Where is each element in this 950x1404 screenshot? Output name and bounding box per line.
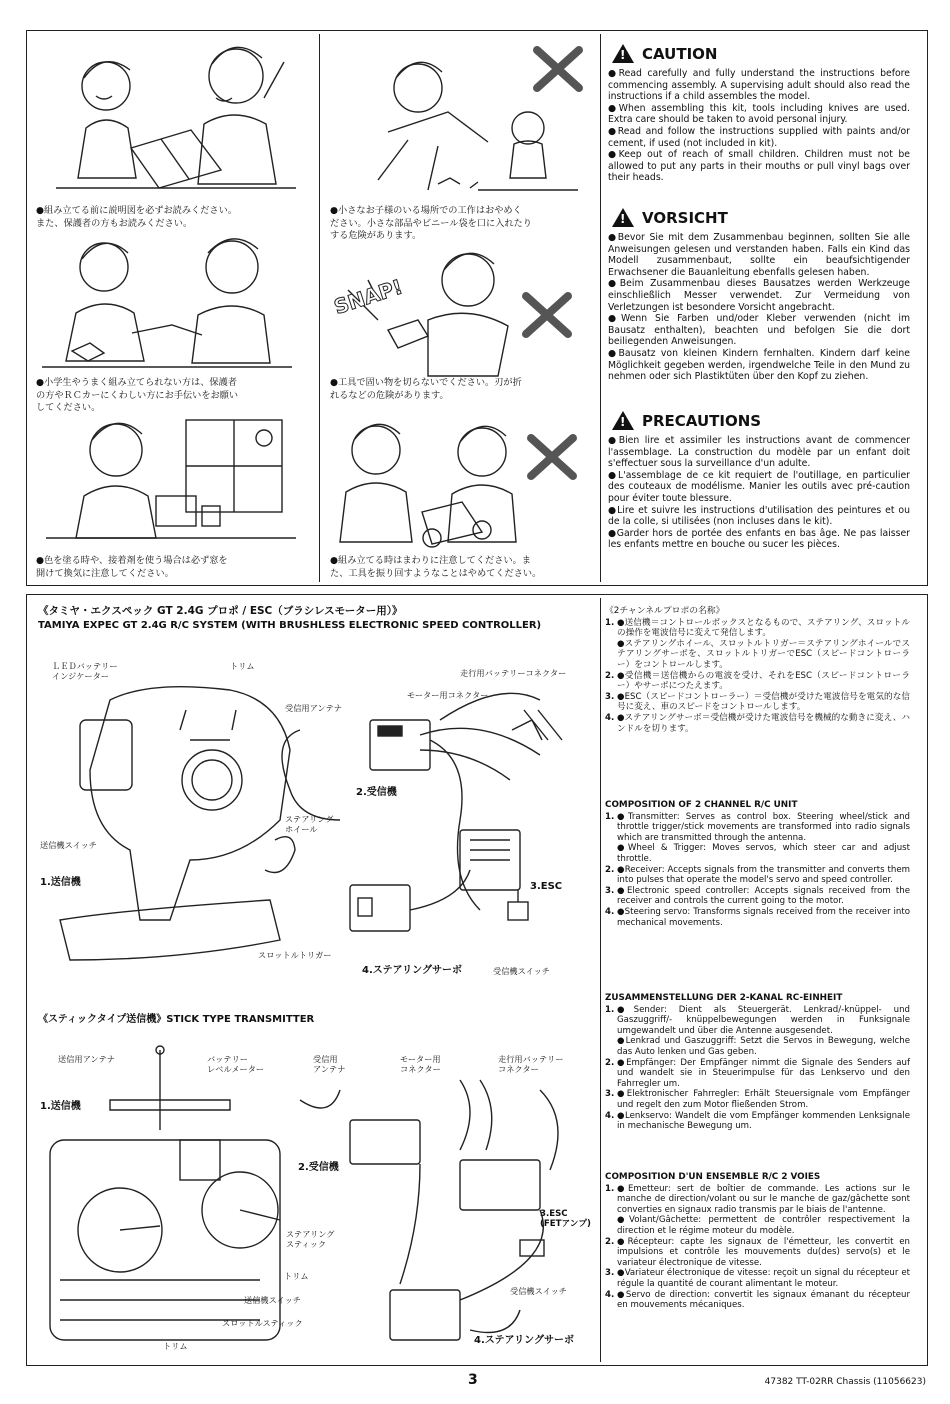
- jp-caption-2: ●小さなお子様のいる場所での工作はおやめく ださい。小さな部品やビニール袋を口に入れたり する危険があります。: [330, 205, 532, 241]
- column-divider: [319, 34, 320, 582]
- label-rx-antenna: 受信用 アンテナ: [313, 1054, 346, 1074]
- system-title-en: TAMIYA EXPEC GT 2.4G R/C SYSTEM (WITH BRUSHLESS ELECTRONIC SPEED CONTROLLER): [38, 620, 542, 631]
- illustration-swinging-tools: [332, 412, 522, 552]
- vorsicht-text: ●Bevor Sie mit dem Zusammenbau beginnen, sollten Sie alle Anweisungen gelesen und verstanden haben. Falls ein Kind das Modell zusammenbaut, sollte ein beaufsichtigender Erwachsener die Bauanleitung ebenfalls gelesen haben. ●Beim Zusammenbau dieses Bausatzes werden Werkzeuge einschließlich Messer verwendet. Zur Vermeidung von Verletzungen ist besondere Vorsicht angebracht. ●Wenn Sie Farben und/oder Kleber verwenden (nicht im Bausatz enthalten), beachten und befolgen Sie die dort beiliegenden Anweisungen. ●Bausatz von kleinen Kindern fernhalten. Kindern darf keine Möglichkeit gegeben werden, irgendwelche Teile in den Mund zu nehmen oder sich Plastiktüten über den Kopf zu ziehen.: [608, 232, 910, 383]
- label-throttle-stick: スロットルスティック: [222, 1318, 303, 1328]
- stick-title: 《スティックタイプ送信機》STICK TYPE TRANSMITTER: [38, 1014, 315, 1025]
- list-item: 1. ●Emetteur: sert de boîtier de commande. Les actions sur le manche de direction/volant ou sur le manche de gaz/gâchette sont converties en signaux radio transmis par le biais de l'antenne.: [605, 1183, 910, 1215]
- page-number: 3: [468, 1372, 478, 1388]
- column-divider: [600, 34, 601, 582]
- precautions-heading: ! PRECAUTIONS: [612, 411, 761, 430]
- caution-text: ●Read carefully and fully understand the instructions before commencing assembly. A supervising adult should also read the instructions if a child assembles the model. ●When assembling this kit, tools including knives are used. Extra care should be taken to avoid personal injury. ●Read and follow the instructions supplied with paints and/or cement, if used (not included in kit). ●Keep out of reach of small children. Children must not be allowed to put any parts in their mouths or pull vinyl bags over their heads.: [608, 68, 910, 184]
- label-esc: 3.ESC: [530, 881, 563, 892]
- prohibited-x-icon: [531, 44, 585, 94]
- snap-text: SNAP!: [331, 274, 406, 320]
- label-receiver-switch-2: 受信機スイッチ: [510, 1286, 567, 1296]
- label-tx-antenna: 送信用アンテナ: [58, 1054, 115, 1064]
- precautions-text: ●Bien lire et assimiler les instructions avant de commencer l'assemblage. La construction du modèle par un enfant doit s'effectuer sous la surveillance d'un adulte. ●L'assemblage de ce kit requiert de l'outillage, en particulier des couteaux de modélisme. Manier les outils avec pré-caution pour éviter toute blessure. ●Lire et suivre les instructions d'utilisation des peintures et ou de la colle, si utilisées (non incluses dans le kit). ●Garder hors de portée des enfants en bas âge. Ne pas laisser les enfants mettre en bouche ou sucer les pièces.: [608, 435, 910, 551]
- label-esc-2: 3.ESC (FETアンプ): [540, 1209, 591, 1229]
- label-trim: トリム: [230, 661, 255, 671]
- label-steering-servo: 4.ステアリングサーボ: [362, 965, 462, 976]
- list-item: 1. ●送信機＝コントロールボックスとなるもので、ステアリング、スロットルの操作を電波信号に変えて発信します。: [605, 617, 910, 639]
- list-item: 3. ●Variateur électronique de vitesse: reçoit un signal du récepteur et régule la quantité de courant alimentant le moteur.: [605, 1268, 910, 1289]
- list-item: 2. ●Receiver: Accepts signals from the transmitter and converts them into pulses that operate the model's servo and speed controller.: [605, 864, 910, 886]
- list-item: ●Lenkrad und Gaszuggriff: Setzt die Servos in Bewegung, welche das Auto lenken und Gas geben.: [617, 1036, 910, 1057]
- vorsicht-heading: ! VORSICHT: [612, 208, 728, 227]
- column-divider: [600, 598, 601, 1362]
- jp-caption-3: ●小学生やうまく組み立てられない方は、保護者 の方やＲＣカーにくわしい方にお手伝いをお願い してください。: [36, 377, 239, 413]
- label-transmitter: 1.送信機: [40, 877, 81, 888]
- warning-icon: [612, 411, 634, 430]
- composition-jp: 《2チャンネルプロポの名称》 1. ●送信機＝コントロールボックスとなるもので、ステアリング、スロットルの操作を電波信号に変えて発信します。 ●ステアリングホイール、スロットルトリガー＝ステアリングホイールでステアリングサーボを、スロットルトリガーでESC（スピードコントローラー）をコントロールします。 2. ●受信機＝送信機からの電波を受け、それをESC（スピードコントローラー）やサーボにつたえます。 3. ●ESC（スピードコントローラー）＝受信機が受けた電波信号を電気的な信号に変え、車のスピードをコントロールします。 4. ●ステアリングサーボ＝受信機が受けた電波信号を機械的な動きに変え、ハンドルを切ります。: [605, 606, 910, 734]
- label-receiver-antenna: 受信用アンテナ: [285, 703, 342, 713]
- list-item: 2. ●受信機＝送信機からの電波を受け、それをESC（スピードコントローラー）やサーボにつたえます。: [605, 670, 910, 692]
- label-throttle-trigger: スロットルトリガー: [258, 950, 332, 960]
- prohibited-x-icon: [520, 290, 574, 340]
- illustration-painting: [36, 410, 302, 550]
- illustration-reading-instructions: [36, 38, 306, 200]
- composition-en: COMPOSITION OF 2 CHANNEL R/C UNIT 1. ●Transmitter: Serves as control box. Steering wheel/stick and throttle trigger/stick movements are transformed into radio signals which are transmitted through the antenna. ●Wheel & Trigger: Moves servos, which steer car and adjust throttle. 2. ●Receiver: Accepts signals from the transmitter and converts them into pulses that operate the model's servo and speed controller. 3. ●Electronic speed controller: Accepts signals received from the receiver and controls the current going to the motor. 4. ●Steering servo: Transforms signals received from the receiver into mechanical movements.: [605, 800, 910, 928]
- jp-caption-5: ●色を塗る時や、接着剤を使う場合は必ず窓を 開けて換気に注意してください。: [36, 555, 228, 579]
- label-battery-meter: バッテリー レベルメーター: [207, 1054, 265, 1074]
- label-trim-2: トリム: [284, 1271, 309, 1281]
- label-motor-connector-2: モーター用 コネクター: [400, 1054, 441, 1074]
- prohibited-x-icon: [525, 432, 579, 482]
- label-transmitter-switch-2: 送信機スイッチ: [244, 1295, 301, 1305]
- jp-caption-6: ●組み立てる時はまわりに注意してください。ま た、工具を振り回すようなことはやめてください。: [330, 555, 542, 579]
- label-receiver: 2.受信機: [356, 787, 397, 798]
- list-item: 4. ●Servo de direction: convertit les signaux émanant du récepteur en mouvements mécaniques.: [605, 1289, 910, 1311]
- label-steering-servo-2: 4.ステアリングサーボ: [474, 1335, 574, 1346]
- label-receiver-switch: 受信機スイッチ: [493, 966, 550, 976]
- list-item: 1. ●Sender: Dient als Steuergerät. Lenkrad/-knüppel- und Gaszuggriff/- knüppelbewegungen werden in Funksignale umgewandelt und über die Antenne ausgesendet.: [605, 1004, 910, 1036]
- caution-heading: ! CAUTION: [612, 44, 717, 63]
- label-receiver-2: 2.受信機: [298, 1162, 339, 1173]
- list-item: 2. ●Empfänger: Der Empfänger nimmt die Signale des Senders auf und wandelt sie in Steuerimpulse für das Lenkservo und den Fahrregler um.: [605, 1057, 910, 1089]
- list-item: 2. ●Récepteur: capte les signaux de l'émetteur, les convertit en impulsions et contrôle les mouvements du(des) servo(s) et le variateur électronique de vitesse.: [605, 1236, 910, 1268]
- label-transmitter-switch: 送信機スイッチ: [40, 840, 97, 850]
- composition-de: ZUSAMMENSTELLUNG DER 2-KANAL RC-EINHEIT 1. ●Sender: Dient als Steuergerät. Lenkrad/-knüppel- und Gaszuggriff/- knüppelbewegungen werden in Funksignale umgewandelt und über die Antenne ausgesendet. ●Lenkrad und Gaszuggriff: Setzt die Servos in Bewegung, welche das Auto lenken und Gas geben. 2. ●Empfänger: Der Empfänger nimmt die Signale des Senders auf und wandelt sie in Steuerimpulse für das Lenkservo und den Fahrregler um. 3. ●Elektronischer Fahrregler: Erhält Steuersignale vom Empfänger und regelt den zum Motor fließenden Strom. 4. ●Lenkservo: Wandelt die vom Empfänger kommenden Lenksignale in mechanische Bewegung um.: [605, 993, 910, 1132]
- list-item: 3. ●Elektronischer Fahrregler: Erhält Steuersignale vom Empfänger und regelt den zum Motor fließenden Strom.: [605, 1089, 910, 1110]
- label-led-indicator: ＬＥＤバッテリー インジケーター: [52, 661, 118, 681]
- illustration-broken-blade: [328, 240, 528, 380]
- warning-icon: [612, 208, 634, 227]
- illustration-adult-helping: [32, 233, 304, 381]
- list-item: 4. ●Steering servo: Transforms signals received from the receiver into mechanical movements.: [605, 906, 910, 928]
- jp-caption-1: ●組み立てる前に説明図を必ずお読みください。 また、保護者の方もお読みください。: [36, 205, 237, 229]
- label-motor-connector: モーター用コネクター: [407, 690, 489, 700]
- list-item: ●ステアリングホイール、スロットルトリガー＝ステアリングホイールでステアリングサーボを、スロットルトリガーでESC（スピードコントローラー）をコントロールします。: [617, 638, 910, 670]
- list-item: 4. ●Lenkservo: Wandelt die vom Empfänger kommenden Lenksignale in mechanische Bewegung um.: [605, 1110, 910, 1132]
- system-title-jp: 《タミヤ・エクスペック GT 2.4G プロポ / ESC（ブラシレスモーター用）》: [38, 605, 403, 617]
- warning-icon: [612, 44, 634, 63]
- list-item: 3. ●ESC（スピードコントローラー）＝受信機が受けた電波信号を電気的な信号に変え、車のスピードをコントロールします。: [605, 691, 910, 713]
- footer-model-code: 47382 TT-02RR Chassis (11056623): [764, 1377, 926, 1387]
- list-item: 4. ●ステアリングサーボ＝受信機が受けた電波信号を機械的な動きに変え、ハンドルを切ります。: [605, 712, 910, 734]
- label-transmitter-2: 1.送信機: [40, 1101, 81, 1112]
- list-item: 1. ●Transmitter: Serves as control box. Steering wheel/stick and throttle trigger/stick movements are transformed into radio signals which are transmitted through the antenna.: [605, 811, 910, 843]
- label-steering-wheel: ステアリング ホイール: [285, 814, 334, 834]
- label-steering-stick: ステアリング スティック: [286, 1229, 335, 1249]
- list-item: ●Wheel & Trigger: Moves servos, which steer car and adjust throttle.: [617, 843, 910, 864]
- list-item: 3. ●Electronic speed controller: Accepts signals received from the receiver and controls the current going to the motor.: [605, 885, 910, 907]
- label-battery-connector-2: 走行用バッテリー コネクター: [498, 1054, 564, 1074]
- jp-caption-4: ●工具で固い物を切らないでください。刃が折 れるなどの危険があります。: [330, 377, 522, 401]
- stick-transmitter-diagram: [40, 1040, 595, 1360]
- composition-fr: COMPOSITION D'UN ENSEMBLE R/C 2 VOIES 1. ●Emetteur: sert de boîtier de commande. Les actions sur le manche de direction/volant ou sur le manche de gaz/gâchette sont converties en signaux radio transmis par le biais de l'antenne. ●Volant/Gâchette: permettent de contrôler respectivement la direction et le régime moteur du modèle. 2. ●Récepteur: capte les signaux de l'émetteur, les convertit en impulsions et contrôle les mouvements du(des) servo(s) et le variateur électronique de vitesse. 3. ●Variateur électronique de vitesse: reçoit un signal du récepteur et régule la quantité de courant alimentant le moteur. 4. ●Servo de direction: convertit les signaux émanant du récepteur en mouvements mécaniques.: [605, 1172, 910, 1311]
- label-trim-3: トリム: [163, 1341, 188, 1351]
- list-item: ●Volant/Gâchette: permettent de contrôler respectivement la direction et le régime moteur du modèle.: [617, 1215, 910, 1236]
- label-battery-connector: 走行用バッテリーコネクター: [460, 668, 567, 678]
